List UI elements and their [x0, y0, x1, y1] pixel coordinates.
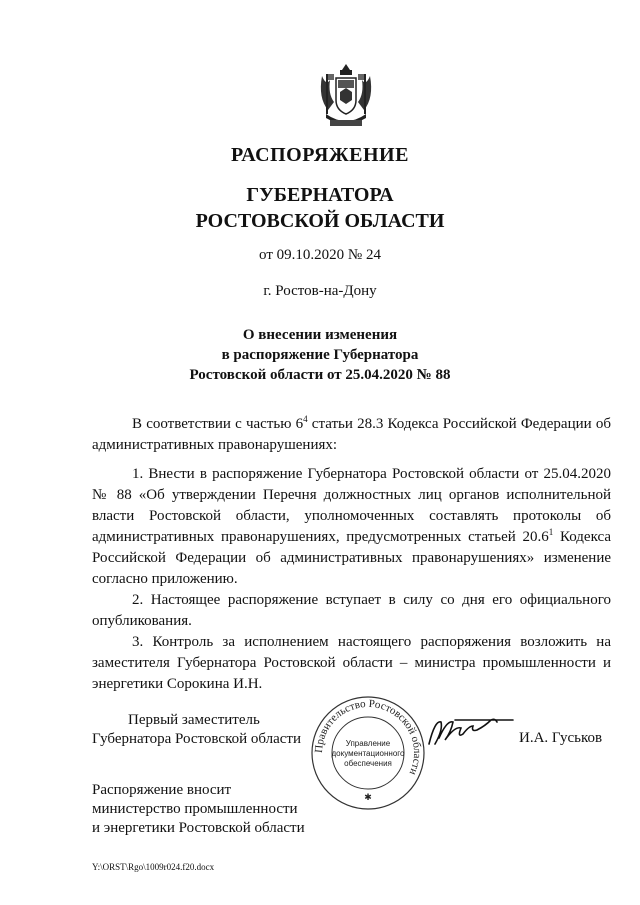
subject-line-1: О внесении изменения: [242, 327, 398, 343]
subject-line-2: в распоряжение Губернатора: [221, 347, 419, 363]
stamp-star-icon: ✱: [364, 792, 372, 802]
submitter-line-2: министерство промышленности: [92, 801, 298, 817]
submitter-line-1: Распоряжение вносит: [92, 782, 232, 798]
submitter-line-3: и энергетики Ростовской области: [92, 820, 305, 836]
coat-of-arms-icon: [318, 62, 374, 128]
authority-line-2: РОСТОВСКОЙ ОБЛАСТИ: [195, 210, 445, 232]
decree-items: [92, 464, 611, 695]
stamp-center-line-1: Управление: [345, 739, 391, 748]
intro-text-end: статьи 28.3 Кодекса Российской Федерации об административных правонарушениях:: [92, 416, 611, 453]
issuing-authority: [0, 182, 640, 234]
document-date-number: от 09.10.2020 № 24: [259, 247, 381, 263]
decree-item-2: 2. Настоящее распоряжение вступает в силу со дня его официального опубликования.: [92, 592, 611, 629]
decree-item-1: [92, 464, 611, 590]
handwritten-signature: [425, 712, 520, 754]
authority-line-1: ГУБЕРНАТОРА: [246, 184, 394, 206]
stamp-center-line-2: документационного: [331, 749, 405, 758]
item1-text-start: 1. Внести в распоряжение Губернатора Ростовской области от 25.04.2020 № 88 «Об утверждении Перечня должностных лиц органов исполнительной власти Ростовской области, уполномоченных составлять протоколы об административных правонарушениях, предусмотренных статьей 20.6: [92, 466, 611, 545]
document-subject: [0, 325, 640, 385]
decree-item-3: 3. Контроль за исполнением настоящего распоряжения возложить на заместителя Губернатора Ростовской области – министра промышленности и энергетики Сорокина И.Н.: [92, 634, 611, 692]
document-title: РАСПОРЯЖЕНИЕ: [231, 144, 409, 166]
submitted-by: [92, 781, 305, 838]
stamp-ring-text: Правительство Ростовской области: [312, 697, 424, 777]
position-line-2: Губернатора Ростовской области: [92, 731, 302, 747]
intro-paragraph: [92, 414, 611, 456]
intro-text-start: В соответствии с частью 6: [132, 416, 304, 432]
stamp-center-line-3: обеспечения: [344, 759, 392, 768]
subject-line-3: Ростовской области от 25.04.2020 № 88: [189, 367, 451, 383]
official-stamp: [309, 694, 427, 812]
item1-superscript: 1: [548, 527, 554, 537]
position-line-1: Первый заместитель: [128, 712, 260, 728]
document-city: г. Ростов-на-Дону: [263, 283, 377, 299]
intro-superscript: 4: [303, 414, 308, 424]
signatory-position: [92, 711, 301, 749]
item1-text-end: Кодекса Российской Федерации об административных правонарушениях» изменение согласно приложению.: [92, 529, 611, 587]
file-path-footer: Y:\ORST\Rgo\1009r024.f20.docx: [92, 862, 215, 872]
signatory-name: И.А. Гуськов: [519, 730, 603, 746]
